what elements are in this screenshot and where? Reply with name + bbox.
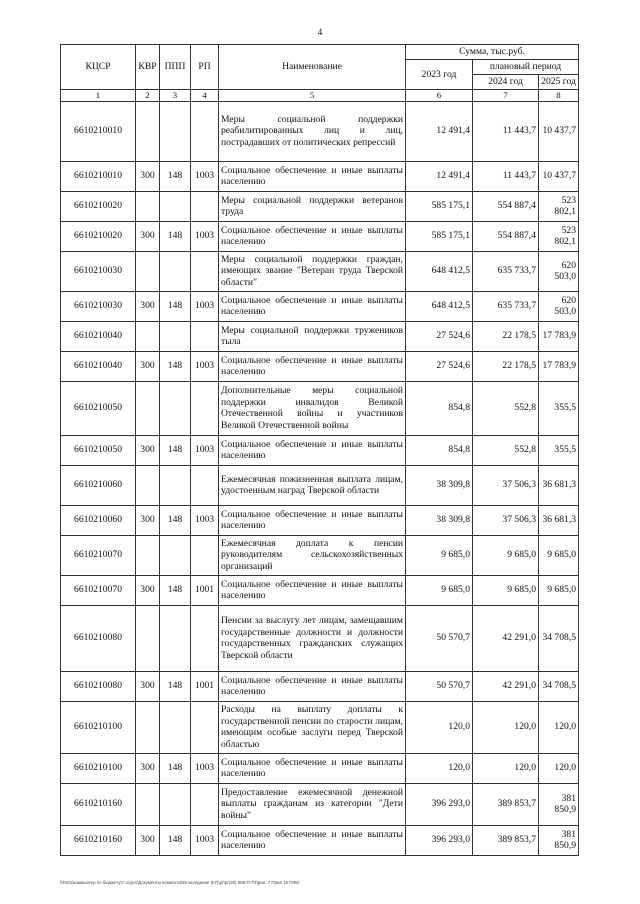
kvr-cell [136, 101, 160, 161]
amount-2023-cell: 9 685,0 [406, 575, 473, 605]
header-year-2023: 2023 год [406, 60, 473, 90]
ppp-cell [160, 783, 191, 825]
table-row [61, 381, 579, 435]
amount-2025-cell: 355,5 [539, 435, 579, 465]
column-number: 8 [539, 90, 579, 102]
header-ppp: ППП [160, 45, 191, 90]
rp-cell: 1003 [191, 505, 219, 535]
kcsr-cell: 6610210160 [61, 825, 136, 855]
amount-2023-cell: 9 685,0 [406, 535, 473, 575]
amount-2024-cell: 42 291,0 [473, 605, 539, 671]
kcsr-cell: 6610210080 [61, 671, 136, 701]
budget-table [60, 44, 579, 856]
name-cell: Ежемесячная пожизненная выплата лицам, удостоенным наград Тверской области [219, 465, 406, 505]
name-cell: Социальное обеспечение и иные выплаты населению [219, 435, 406, 465]
ppp-cell: 148 [160, 575, 191, 605]
column-number: 7 [473, 90, 539, 102]
amount-2023-cell: 396 293,0 [406, 783, 473, 825]
ppp-cell [160, 535, 191, 575]
amount-2023-cell: 120,0 [406, 701, 473, 753]
amount-2023-cell: 854,8 [406, 381, 473, 435]
amount-2024-cell: 120,0 [473, 753, 539, 783]
amount-2023-cell: 27 524,6 [406, 351, 473, 381]
amount-2023-cell: 648 412,5 [406, 291, 473, 321]
table-row [61, 753, 579, 783]
amount-2024-cell: 11 443,7 [473, 161, 539, 191]
name-cell: Расходы на выплату доплаты к государственной пенсии по старости лицам, имеющим особые заслуги перед Тверской областью [219, 701, 406, 753]
kvr-cell: 300 [136, 161, 160, 191]
table-row [61, 351, 579, 381]
amount-2024-cell: 22 178,5 [473, 321, 539, 351]
amount-2024-cell: 37 506,3 [473, 465, 539, 505]
rp-cell [191, 101, 219, 161]
ppp-cell: 148 [160, 161, 191, 191]
rp-cell [191, 535, 219, 575]
rp-cell [191, 251, 219, 291]
column-number: 5 [219, 90, 406, 102]
footer-file-path: \\Fs01\компьютер по бюджету\7 отдел\Документы комитета\28 заседание (07)\pr\pr(28) 508-П-7\Прил. 7 Прил 10 ПФО [60, 880, 300, 885]
amount-2025-cell: 381 850,9 [539, 825, 579, 855]
name-cell: Социальное обеспечение и иные выплаты населению [219, 161, 406, 191]
table-row [61, 321, 579, 351]
kcsr-cell: 6610210160 [61, 783, 136, 825]
amount-2023-cell: 50 570,7 [406, 605, 473, 671]
rp-cell: 1003 [191, 351, 219, 381]
table-row [61, 161, 579, 191]
amount-2024-cell: 554 887,4 [473, 191, 539, 221]
ppp-cell [160, 465, 191, 505]
amount-2023-cell: 50 570,7 [406, 671, 473, 701]
kvr-cell: 300 [136, 575, 160, 605]
name-cell: Социальное обеспечение и иные выплаты населению [219, 351, 406, 381]
column-number: 2 [136, 90, 160, 102]
header-sum: Сумма, тыс.руб. [406, 45, 579, 60]
kcsr-cell: 6610210070 [61, 535, 136, 575]
amount-2023-cell: 120,0 [406, 753, 473, 783]
amount-2025-cell: 36 681,3 [539, 465, 579, 505]
kcsr-cell: 6610210010 [61, 161, 136, 191]
amount-2024-cell: 37 506,3 [473, 505, 539, 535]
kvr-cell: 300 [136, 291, 160, 321]
amount-2025-cell: 34 708,5 [539, 605, 579, 671]
kcsr-cell: 6610210010 [61, 101, 136, 161]
amount-2024-cell: 22 178,5 [473, 351, 539, 381]
kvr-cell: 300 [136, 221, 160, 251]
amount-2023-cell: 396 293,0 [406, 825, 473, 855]
table-row [61, 465, 579, 505]
kcsr-cell: 6610210030 [61, 251, 136, 291]
amount-2025-cell: 523 802,1 [539, 221, 579, 251]
column-number: 4 [191, 90, 219, 102]
ppp-cell: 148 [160, 825, 191, 855]
kvr-cell: 300 [136, 671, 160, 701]
table-row [61, 505, 579, 535]
amount-2025-cell: 9 685,0 [539, 575, 579, 605]
ppp-cell [160, 605, 191, 671]
rp-cell: 1003 [191, 825, 219, 855]
header-year-2024: 2024 год [473, 75, 539, 90]
amount-2025-cell: 381 850,9 [539, 783, 579, 825]
kvr-cell [136, 605, 160, 671]
column-number: 1 [61, 90, 136, 102]
table-row [61, 535, 579, 575]
ppp-cell [160, 381, 191, 435]
amount-2024-cell: 42 291,0 [473, 671, 539, 701]
kvr-cell [136, 465, 160, 505]
kvr-cell [136, 191, 160, 221]
name-cell: Предоставление ежемесячной денежной выплаты гражданам из категории "Дети войны" [219, 783, 406, 825]
header-planned-period: плановый период [473, 60, 579, 75]
column-number-row [61, 90, 579, 102]
header-rp: РП [191, 45, 219, 90]
kvr-cell [136, 251, 160, 291]
kvr-cell: 300 [136, 753, 160, 783]
rp-cell: 1003 [191, 221, 219, 251]
kvr-cell [136, 783, 160, 825]
ppp-cell: 148 [160, 671, 191, 701]
ppp-cell: 148 [160, 435, 191, 465]
table-row [61, 605, 579, 671]
ppp-cell: 148 [160, 505, 191, 535]
name-cell: Социальное обеспечение и иные выплаты населению [219, 505, 406, 535]
table-row [61, 101, 579, 161]
amount-2025-cell: 17 783,9 [539, 351, 579, 381]
table-row [61, 191, 579, 221]
kcsr-cell: 6610210100 [61, 753, 136, 783]
rp-cell: 1003 [191, 291, 219, 321]
amount-2024-cell: 635 733,7 [473, 251, 539, 291]
amount-2023-cell: 648 412,5 [406, 251, 473, 291]
rp-cell [191, 465, 219, 505]
rp-cell [191, 701, 219, 753]
rp-cell [191, 381, 219, 435]
table-row [61, 435, 579, 465]
amount-2023-cell: 585 175,1 [406, 221, 473, 251]
amount-2023-cell: 585 175,1 [406, 191, 473, 221]
rp-cell [191, 191, 219, 221]
amount-2023-cell: 854,8 [406, 435, 473, 465]
name-cell: Меры социальной поддержки ветеранов труда [219, 191, 406, 221]
amount-2023-cell: 38 309,8 [406, 505, 473, 535]
header-year-2025: 2025 год [539, 75, 579, 90]
kvr-cell [136, 381, 160, 435]
amount-2025-cell: 34 708,5 [539, 671, 579, 701]
amount-2024-cell: 11 443,7 [473, 101, 539, 161]
kcsr-cell: 6610210060 [61, 465, 136, 505]
kcsr-cell: 6610210040 [61, 321, 136, 351]
amount-2025-cell: 10 437,7 [539, 101, 579, 161]
kvr-cell: 300 [136, 351, 160, 381]
table-row [61, 783, 579, 825]
amount-2024-cell: 120,0 [473, 701, 539, 753]
table-row [61, 291, 579, 321]
kcsr-cell: 6610210050 [61, 381, 136, 435]
column-number: 3 [160, 90, 191, 102]
kcsr-cell: 6610210040 [61, 351, 136, 381]
name-cell: Социальное обеспечение и иные выплаты населению [219, 291, 406, 321]
kcsr-cell: 6610210060 [61, 505, 136, 535]
kvr-cell [136, 321, 160, 351]
ppp-cell: 148 [160, 351, 191, 381]
table-row [61, 251, 579, 291]
kvr-cell: 300 [136, 825, 160, 855]
amount-2025-cell: 355,5 [539, 381, 579, 435]
name-cell: Дополнительные меры социальной поддержки инвалидов Великой Отечественной войны и участников Великой Отечественной войны [219, 381, 406, 435]
name-cell: Социальное обеспечение и иные выплаты населению [219, 575, 406, 605]
kvr-cell [136, 701, 160, 753]
amount-2024-cell: 389 853,7 [473, 825, 539, 855]
ppp-cell [160, 251, 191, 291]
kcsr-cell: 6610210080 [61, 605, 136, 671]
ppp-cell [160, 191, 191, 221]
kvr-cell: 300 [136, 435, 160, 465]
name-cell: Пенсии за выслугу лет лицам, замещавшим государственные должности и должности государственных гражданских служащих Тверской области [219, 605, 406, 671]
amount-2025-cell: 10 437,7 [539, 161, 579, 191]
kcsr-cell: 6610210050 [61, 435, 136, 465]
amount-2025-cell: 120,0 [539, 753, 579, 783]
name-cell: Ежемесячная доплата к пенсии руководителям сельскохозяйственных организаций [219, 535, 406, 575]
amount-2023-cell: 38 309,8 [406, 465, 473, 505]
kcsr-cell: 6610210030 [61, 291, 136, 321]
amount-2025-cell: 620 503,0 [539, 291, 579, 321]
amount-2024-cell: 635 733,7 [473, 291, 539, 321]
name-cell: Меры социальной поддержки тружеников тыла [219, 321, 406, 351]
table-row [61, 825, 579, 855]
amount-2025-cell: 523 802,1 [539, 191, 579, 221]
kvr-cell [136, 535, 160, 575]
name-cell: Меры социальной поддержки граждан, имеющих звание "Ветеран труда Тверской области" [219, 251, 406, 291]
amount-2024-cell: 389 853,7 [473, 783, 539, 825]
kcsr-cell: 6610210070 [61, 575, 136, 605]
name-cell: Социальное обеспечение и иные выплаты населению [219, 671, 406, 701]
amount-2023-cell: 12 491,4 [406, 161, 473, 191]
ppp-cell [160, 321, 191, 351]
kcsr-cell: 6610210020 [61, 191, 136, 221]
table-row [61, 575, 579, 605]
rp-cell [191, 321, 219, 351]
name-cell: Социальное обеспечение и иные выплаты населению [219, 221, 406, 251]
amount-2025-cell: 36 681,3 [539, 505, 579, 535]
name-cell: Меры социальной поддержки реабилитированных лиц и лиц, пострадавших от политических репрессий [219, 101, 406, 161]
ppp-cell: 148 [160, 753, 191, 783]
rp-cell: 1001 [191, 671, 219, 701]
table-row [61, 671, 579, 701]
rp-cell [191, 783, 219, 825]
table-body [61, 101, 579, 855]
column-number: 6 [406, 90, 473, 102]
amount-2025-cell: 9 685,0 [539, 535, 579, 575]
amount-2024-cell: 554 887,4 [473, 221, 539, 251]
kcsr-cell: 6610210020 [61, 221, 136, 251]
table-row [61, 701, 579, 753]
amount-2024-cell: 9 685,0 [473, 575, 539, 605]
rp-cell: 1003 [191, 753, 219, 783]
rp-cell: 1003 [191, 161, 219, 191]
name-cell: Социальное обеспечение и иные выплаты населению [219, 753, 406, 783]
page-number: 4 [317, 27, 323, 37]
amount-2025-cell: 17 783,9 [539, 321, 579, 351]
name-cell: Социальное обеспечение и иные выплаты населению [219, 825, 406, 855]
rp-cell [191, 605, 219, 671]
amount-2025-cell: 620 503,0 [539, 251, 579, 291]
header-kvr: КВР [136, 45, 160, 90]
amount-2024-cell: 552,8 [473, 435, 539, 465]
amount-2025-cell: 120,0 [539, 701, 579, 753]
amount-2024-cell: 552,8 [473, 381, 539, 435]
ppp-cell: 148 [160, 291, 191, 321]
ppp-cell [160, 701, 191, 753]
ppp-cell [160, 101, 191, 161]
header-kcsr: КЦСР [61, 45, 136, 90]
kcsr-cell: 6610210100 [61, 701, 136, 753]
kvr-cell: 300 [136, 505, 160, 535]
header-name: Наименование [219, 45, 406, 90]
amount-2024-cell: 9 685,0 [473, 535, 539, 575]
rp-cell: 1003 [191, 435, 219, 465]
ppp-cell: 148 [160, 221, 191, 251]
amount-2023-cell: 12 491,4 [406, 101, 473, 161]
amount-2023-cell: 27 524,6 [406, 321, 473, 351]
rp-cell: 1001 [191, 575, 219, 605]
table-row [61, 221, 579, 251]
